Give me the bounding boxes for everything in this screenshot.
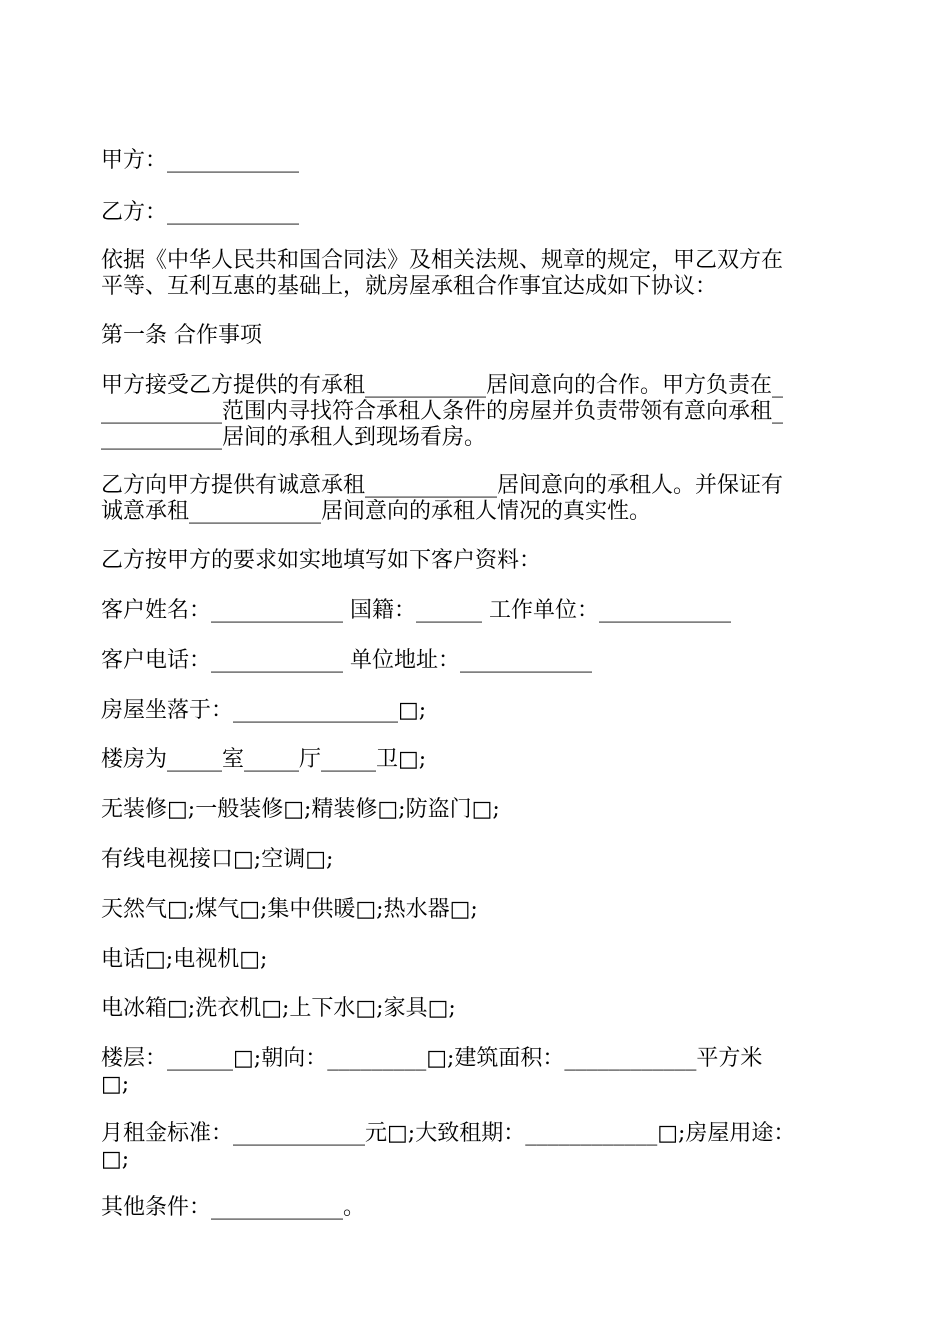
appliances-line: 电冰箱□;洗衣机□;上下水□;家具□; bbox=[101, 996, 456, 1021]
cable-line: 有线电视接口□;空调□; bbox=[101, 847, 334, 872]
intro-paragraph: 依据《中华人民共和国合同法》及相关法规、规章的规定，甲乙双方在 平等、互利互惠的基础上，就房屋承租合作事宜达成如下协议： bbox=[101, 248, 784, 299]
cooperation-paragraph-1: 甲方接受乙方提供的有承租___________居间意向的合作。甲方负责在_ ___________范围内寻找符合承租人条件的房屋并负责带领有意向承租_ ___________居间的承租人到现场看房。 bbox=[101, 373, 784, 450]
client-phone-line: 客户电话：____________ 单位地址：____________ bbox=[101, 648, 592, 673]
other-conditions-line: 其他条件：____________。 bbox=[101, 1195, 366, 1220]
gas-line: 天然气□;煤气□;集中供暖□;热水器□; bbox=[101, 897, 478, 922]
decoration-line: 无装修□;一般装修□;精装修□;防盗门□; bbox=[101, 797, 500, 822]
cooperation-paragraph-2: 乙方向甲方提供有诚意承租____________居间意向的承租人。并保证有 诚意承租____________居间意向的承租人情况的真实性。 bbox=[101, 473, 784, 524]
floor-line: 楼层：______□;朝向：_________□;建筑面积：____________平方米 □; bbox=[101, 1046, 763, 1097]
client-name-line: 客户姓名：____________ 国籍：______ 工作单位：____________ bbox=[101, 598, 731, 623]
party-a-line: 甲方：____________ bbox=[101, 148, 300, 173]
article-1-title: 第一条 合作事项 bbox=[101, 323, 262, 348]
house-location-line: 房屋坐落于：_______________□; bbox=[101, 698, 427, 723]
phone-tv-line: 电话□;电视机□; bbox=[101, 947, 268, 972]
rent-line: 月租金标准：____________元□;大致租期：____________□;房屋用途： □; bbox=[101, 1121, 796, 1172]
client-info-intro: 乙方按甲方的要求如实地填写如下客户资料： bbox=[101, 548, 542, 573]
rooms-line: 楼房为_____室_____厅_____卫□; bbox=[101, 747, 427, 772]
party-b-line: 乙方：____________ bbox=[101, 200, 300, 225]
